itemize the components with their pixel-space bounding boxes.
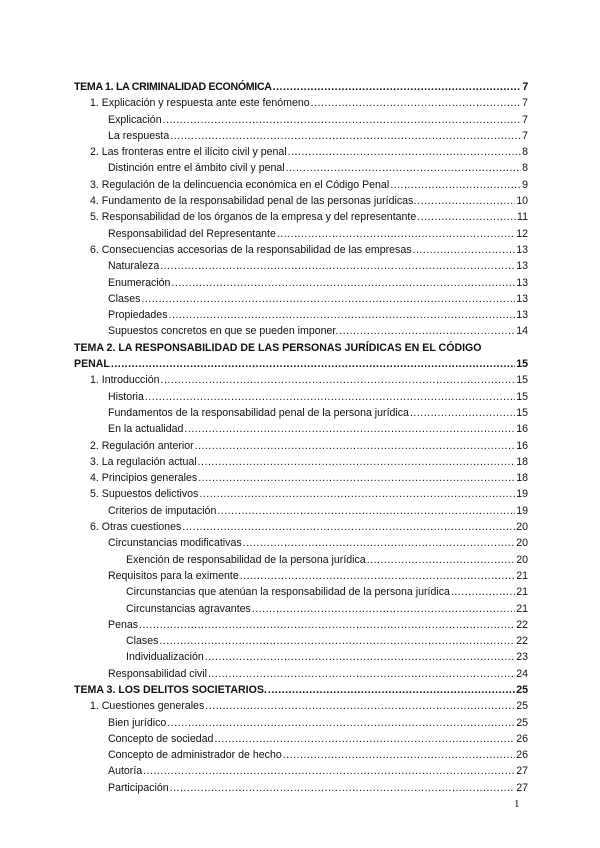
page-number: 1 xyxy=(514,798,520,810)
toc-entry-page: 21 xyxy=(516,569,528,582)
toc-entry-page: 7 xyxy=(522,97,528,110)
toc-entry[interactable] xyxy=(74,130,528,146)
toc-entry-title: Enumeración xyxy=(108,276,171,289)
toc-entry-title: 3. Regulación de la delincuencia económica en el Código Penal xyxy=(90,178,390,191)
dot-leader xyxy=(159,635,515,647)
toc-entry-page: 19 xyxy=(516,488,528,501)
toc-entry[interactable] xyxy=(74,765,528,781)
toc-entry[interactable] xyxy=(74,521,528,537)
toc-entry-title: Naturaleza xyxy=(108,260,160,273)
toc-entry-page: 15 xyxy=(516,374,528,387)
toc-entry-title: TEMA 1. LA CRIMINALIDAD ECONÓMICA xyxy=(74,81,272,93)
dot-leader xyxy=(198,456,516,468)
toc-entry-title: 5. Responsabilidad de los órganos de la empresa y del representante xyxy=(90,211,417,224)
toc-entry-page: 26 xyxy=(516,749,528,762)
toc-entry[interactable] xyxy=(74,749,528,765)
toc-entry-page: 26 xyxy=(516,732,528,745)
toc-entry-title: 4. Principios generales xyxy=(90,472,198,485)
dot-leader xyxy=(143,765,515,777)
toc-entry-title: Participación xyxy=(108,781,169,794)
dot-leader xyxy=(390,179,521,191)
toc-entry-title: Autoría xyxy=(108,765,143,778)
toc-entry-title: Penas xyxy=(108,618,139,631)
toc-entry-page: 24 xyxy=(516,667,528,680)
dot-leader xyxy=(451,586,515,598)
toc-entry-page: 21 xyxy=(516,586,528,599)
toc-entry[interactable] xyxy=(74,651,528,667)
toc-entry-title: En la actualidad xyxy=(108,423,184,436)
toc-entry-title: Concepto de sociedad xyxy=(108,732,214,745)
toc-entry-title: Responsabilidad del Representante xyxy=(108,227,276,240)
toc-entry[interactable] xyxy=(74,668,528,684)
dot-leader xyxy=(277,228,515,240)
toc-entry[interactable] xyxy=(74,374,528,390)
toc-entry-page: 21 xyxy=(516,602,528,615)
toc-entry[interactable] xyxy=(74,228,528,244)
toc-entry-page: 20 xyxy=(516,521,528,534)
toc-entry[interactable] xyxy=(74,211,528,227)
toc-entry[interactable] xyxy=(74,782,528,798)
toc-entry-page: 25 xyxy=(516,716,528,729)
toc-entry-page: 7 xyxy=(522,81,528,93)
toc-entry[interactable] xyxy=(74,114,528,130)
toc-entry-page: 13 xyxy=(516,243,528,256)
toc-entry-page: 16 xyxy=(516,423,528,436)
toc-entry-title: Clases xyxy=(126,635,159,648)
dot-leader xyxy=(182,521,515,533)
table-of-contents xyxy=(74,81,528,798)
toc-entry[interactable] xyxy=(74,472,528,488)
toc-entry-title: Criterios de imputación xyxy=(108,504,217,517)
toc-entry[interactable] xyxy=(74,570,528,586)
toc-entry-title: 3. La regulación actual xyxy=(90,455,197,468)
toc-entry-page: 25 xyxy=(516,683,528,696)
toc-entry-title: Bien jurídico xyxy=(108,716,167,729)
toc-entry[interactable] xyxy=(74,81,528,97)
toc-entry[interactable] xyxy=(74,505,528,521)
toc-entry[interactable] xyxy=(74,603,528,619)
toc-entry-title: Fundamentos de la responsabilidad penal de la persona jurídica xyxy=(108,406,409,419)
toc-entry-title: Circunstancias modificativas xyxy=(108,537,242,550)
toc-entry[interactable] xyxy=(74,293,528,309)
dot-leader xyxy=(288,146,521,158)
toc-entry-title: TEMA 3. LOS DELITOS SOCIETARIOS. xyxy=(74,683,267,696)
dot-leader xyxy=(217,505,515,517)
toc-entry-page: 18 xyxy=(516,472,528,485)
dot-leader xyxy=(240,570,515,582)
dot-leader xyxy=(141,293,515,305)
toc-entry-page: 7 xyxy=(522,113,528,126)
toc-entry[interactable] xyxy=(74,309,528,325)
toc-entry-page: 13 xyxy=(516,309,528,322)
toc-entry[interactable] xyxy=(74,488,528,504)
toc-entry-title: 4. Fundamento de la responsabilidad penal de las personas jurídicas. xyxy=(90,195,417,208)
toc-entry-title: Circunstancias que atenúan la responsabilidad de la persona jurídica xyxy=(126,586,450,599)
dot-leader xyxy=(413,244,516,256)
toc-entry[interactable] xyxy=(74,260,528,276)
toc-entry-page: 27 xyxy=(516,781,528,794)
toc-entry-page: 27 xyxy=(516,765,528,778)
toc-entry-page: 14 xyxy=(516,325,528,338)
toc-entry-title: 2. Las fronteras entre el ilícito civil y penal xyxy=(90,146,287,159)
dot-leader xyxy=(171,277,515,289)
toc-entry[interactable] xyxy=(74,146,528,162)
toc-entry[interactable] xyxy=(74,162,528,178)
toc-entry-page: 19 xyxy=(516,504,528,517)
dot-leader xyxy=(198,472,515,484)
toc-entry-page: 13 xyxy=(516,292,528,305)
toc-entry-title: PENAL xyxy=(74,358,110,371)
toc-entry-title: Explicación xyxy=(108,113,162,126)
dot-leader xyxy=(170,130,521,142)
dot-leader xyxy=(169,309,516,321)
toc-entry-page: 8 xyxy=(522,146,528,159)
toc-entry-title: TEMA 2. LA RESPONSABILIDAD DE LAS PERSONAS JURÍDICAS EN EL CÓDIGO xyxy=(74,341,482,354)
toc-entry-title: 5. Supuestos delictivos xyxy=(90,488,199,501)
dot-leader xyxy=(367,554,516,566)
toc-entry-page: 20 xyxy=(516,537,528,550)
toc-entry[interactable] xyxy=(74,440,528,456)
toc-entry-page: 9 xyxy=(522,178,528,191)
toc-entry-page: 20 xyxy=(516,553,528,566)
toc-entry-page: 15 xyxy=(516,358,528,371)
toc-entry[interactable] xyxy=(74,277,528,293)
dot-leader xyxy=(170,782,516,794)
toc-entry[interactable] xyxy=(74,700,528,716)
dot-leader xyxy=(268,684,515,696)
toc-entry-title: 1. Explicación y respuesta ante este fenómeno xyxy=(90,97,310,110)
dot-leader xyxy=(167,717,515,729)
toc-entry-title: 6. Consecuencias accesorias de la responsabilidad de las empresas xyxy=(90,243,412,256)
toc-entry-title: La respuesta xyxy=(108,129,170,142)
toc-entry-page: 18 xyxy=(516,455,528,468)
toc-entry[interactable] xyxy=(74,325,528,341)
dot-leader xyxy=(184,423,515,435)
toc-entry[interactable] xyxy=(74,97,528,113)
toc-entry[interactable] xyxy=(74,423,528,439)
toc-entry[interactable] xyxy=(74,554,528,570)
dot-leader xyxy=(417,195,515,207)
dot-leader xyxy=(410,407,515,419)
dot-leader xyxy=(273,81,522,93)
toc-entry-title: Individualización xyxy=(126,651,204,664)
toc-entry[interactable] xyxy=(74,717,528,733)
toc-entry-title: 2. Regulación anterior xyxy=(90,439,194,452)
toc-entry-page: 22 xyxy=(516,635,528,648)
dot-leader xyxy=(311,97,521,109)
toc-entry-title: 1. Introducción xyxy=(90,374,160,387)
toc-entry-title: Requisitos para la eximente xyxy=(108,569,239,582)
dot-leader xyxy=(283,749,515,761)
dot-leader xyxy=(111,358,515,370)
dot-leader xyxy=(160,260,515,272)
dot-leader xyxy=(145,391,515,403)
toc-entry[interactable] xyxy=(74,358,528,374)
dot-leader xyxy=(214,733,515,745)
toc-entry-page: 22 xyxy=(516,618,528,631)
toc-entry-title: Historia xyxy=(108,390,144,403)
toc-entry-title: Exención de responsabilidad de la persona jurídica xyxy=(126,553,366,566)
toc-entry-page: 7 xyxy=(522,129,528,142)
dot-leader xyxy=(252,603,515,615)
toc-entry[interactable] xyxy=(74,342,528,358)
toc-entry[interactable] xyxy=(74,733,528,749)
dot-leader xyxy=(139,619,515,631)
toc-entry-title: Propiedades xyxy=(108,309,168,322)
toc-entry[interactable] xyxy=(74,537,528,553)
toc-entry[interactable] xyxy=(74,456,528,472)
toc-entry-page: 16 xyxy=(516,439,528,452)
toc-entry-page: 8 xyxy=(522,162,528,175)
toc-entry[interactable] xyxy=(74,586,528,602)
toc-entry-title: 1. Cuestiones generales xyxy=(90,700,205,713)
dot-leader xyxy=(205,651,515,663)
toc-entry[interactable] xyxy=(74,195,528,211)
dot-leader xyxy=(339,325,515,337)
toc-entry-page: 12 xyxy=(516,227,528,240)
toc-entry[interactable] xyxy=(74,244,528,260)
dot-leader xyxy=(205,700,515,712)
dot-leader xyxy=(417,211,516,223)
toc-entry[interactable] xyxy=(74,391,528,407)
toc-entry-page: 15 xyxy=(516,406,528,419)
toc-entry-title: 6. Otras cuestiones xyxy=(90,521,182,534)
dot-leader xyxy=(199,488,515,500)
toc-entry-page: 10 xyxy=(516,195,528,208)
dot-leader xyxy=(208,668,515,680)
toc-entry-page: 11 xyxy=(517,211,528,224)
dot-leader xyxy=(161,374,516,386)
toc-entry-title: Supuestos concretos en que se pueden imponer. xyxy=(108,325,339,338)
toc-entry[interactable] xyxy=(74,179,528,195)
dot-leader xyxy=(286,162,521,174)
toc-entry-page: 25 xyxy=(516,700,528,713)
toc-entry-title: Concepto de administrador de hecho xyxy=(108,749,282,762)
dot-leader xyxy=(243,537,516,549)
toc-entry-title: Circunstancias agravantes xyxy=(126,602,251,615)
toc-entry-title: Distinción entre el ámbito civil y penal xyxy=(108,162,285,175)
toc-entry[interactable] xyxy=(74,407,528,423)
toc-entry-title: Clases xyxy=(108,292,141,305)
toc-entry-title: Responsabilidad civil xyxy=(108,667,207,680)
dot-leader xyxy=(163,114,522,126)
dot-leader xyxy=(195,440,516,452)
toc-entry-page: 13 xyxy=(516,260,528,273)
toc-entry[interactable] xyxy=(74,619,528,635)
toc-entry-page: 13 xyxy=(516,276,528,289)
toc-entry[interactable] xyxy=(74,635,528,651)
toc-entry-page: 15 xyxy=(516,390,528,403)
toc-entry[interactable] xyxy=(74,684,528,700)
toc-entry-page: 23 xyxy=(516,651,528,664)
